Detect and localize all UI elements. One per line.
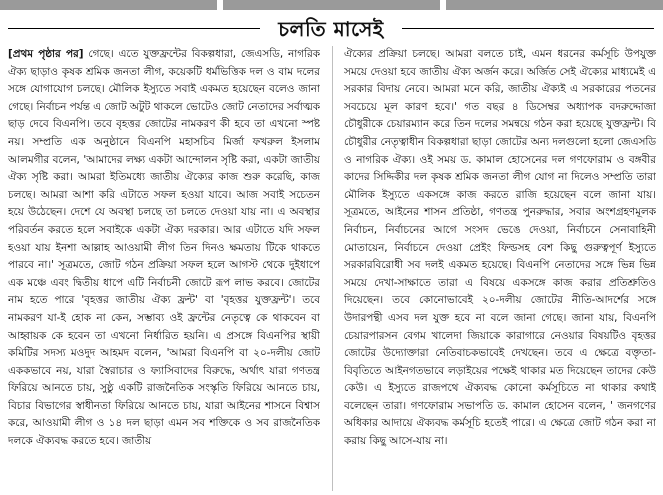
article-column-left — [8, 46, 320, 491]
left-column-text: গেছে। এতে যুক্তফ্রন্টের বিকল্পধারা, জেএসডি, নাগরিক ঐক্য ছাড়াও কৃষক শ্রমিক জনতা লীগ, কয়েকটি ধর্মভিত্তিক দল ও বাম দলের সঙ্গে যোগাযোগ চলছে। মৌলিক ইস্যুতে সবাই একমত হয়েছেন বলেও জানা গেছে। নির্বাচন পর্যন্ত এ জোট অটুট থাকলে ভোটেও জোট নেতাদের সর্বাত্মক ছাড় দেবে বিএনপি। তবে বৃহত্তর জোটের নামকরণ কী হবে তা এখনো স্পষ্ট নয়। সম্প্রতি এক অনুষ্ঠানে বিএনপি মহাসচিব মির্জা ফখরুল ইসলাম আলমগীর বলেন, 'আমাদের লক্ষ্য একটা আন্দোলন সৃষ্টি করা, একটা জাতীয় ঐক্য সৃষ্টি করা। আমরা ইতিমধ্যে জাতীয় ঐক্যের কাজ শুরু করেছি, কাজ চলছে। আমরা আশা করি এটাতে সফল হওয়া যাবে। আজ সবাই সচেতন হয়ে উঠেছেন। দেশে যে অবস্থা চলছে তা চলতে দেওয়া যায় না। এ অবস্থার পরিবর্তন করতে হলে সবাইকে একটা ঐক্য দরকার। আর এটাতে যদি সফল হওয়া যায় ইনশা আল্লাহ আওয়ামী লীগ তিন দিনও ক্ষমতায় টিকে থাকতে পারবে না।' সূত্রমতে, জোট গঠন প্রক্রিয়া সফল হলে আগস্ট থেকে দুইধাপে এক মঞ্চে এবং দ্বিতীয় ধাপে এটি নির্বাচনী জোটে রূপ লাভ করবে। জোটের নাম হতে পারে 'বৃহত্তর জাতীয় ঐক্য ফ্রন্ট' বা 'বৃহত্তর যুক্তফ্রন্ট'। তবে নামকরণ যা-ই হোক না কেন, সম্ভাব্য ওই ফ্রন্টের নেতৃত্বে কে থাকবেন বা আহ্বায়ক কে হবেন তা এখনো নির্ধারিত হয়নি। এ প্রসঙ্গে বিএনপির স্থায়ী কমিটির সদস্য মওদুদ আহমদ বলেন, 'আমরা বিএনপি বা ২০-দলীয় জোট এককভাবে নয়, যারা স্বৈরাচার ও ফ্যাসিবাদের বিরুদ্ধে, অর্থাৎ যারা গণতন্ত্র ফিরিয়ে আনতে চায়, সুষ্ঠু একটি রাজনৈতিক সংস্কৃতি ফিরিয়ে আনতে চায়, বিচার বিভাগের স্বাধীনতা ফিরিয়ে আনতে চায়, যারা আইনের শাসনে বিশ্বাস করে, আওয়ামী লীগ ও ১৪ দল ছাড়া এমন সব শক্তিকে ও সব রাজনৈতিক দলকে ঐক্যবদ্ধ করতে হবে। জাতীয় — [8, 48, 320, 448]
header-rule-left — [8, 28, 260, 29]
header-rule-right — [402, 28, 654, 29]
article-paragraph-left — [8, 46, 320, 451]
continuation-reference: [প্রথম পৃষ্ঠার পর] — [8, 48, 84, 60]
top-rule-segment — [223, 0, 440, 10]
top-rule-segment — [0, 0, 217, 10]
article-body — [8, 46, 656, 491]
headline: চলতি মাসেই — [278, 17, 384, 41]
article-paragraph-right: ঐক্যের প্রক্রিয়া চলছে। আমরা বলতে চাই, এমন ধরনের কর্মসূচি উপযুক্ত সময়ে দেওয়া হবে জাতীয় ঐক্য অর্জন করে। অর্জিত সেই ঐক্যের মাধ্যমেই এ সরকার বিদায় নেবে। আমরা মনে করি, জাতীয় ঐক্যই এ সরকারের পতনের সবচেয়ে মূল কারণ হবে।' গত বছর ৪ ডিসেম্বর অধ্যাপক বদরুদ্দোজা চৌধুরীকে চেয়ারম্যান করে তিন দলের সমন্বয়ে গঠন করা হয়েছে যুক্তফ্রন্ট। বি চৌধুরীর নেতৃত্বাধীন বিকল্পধারা ছাড়া জোটের অন্য দলগুলো হলো জেএসডি ও নাগরিক ঐক্য। ওই সময় ড. কামাল হোসেনের দল গণফোরাম ও বঙ্গবীর কাদের সিদ্দিকীর দল কৃষক শ্রমিক জনতা লীগ যোগ না দিলেও সম্প্রতি তারা মৌলিক ইস্যুতে একসঙ্গে কাজ করতে রাজি হয়েছেন বলে জানা যায়। সূত্রমতে, আইনের শাসন প্রতিষ্ঠা, গণতন্ত্র পুনরুদ্ধার, সবার অংশগ্রহণমূলক নির্বাচন, নির্বাচনের আগে সংসদ ভেঙে দেওয়া, নির্বাচনে সেনাবাহিনী মোতায়েন, নির্বাচনে দেওয়া প্রেইং ফিল্ডসহ বেশ কিছু গুরুত্বপূর্ণ ইস্যুতে সরকারবিরোধী সব দলই একমত হয়েছে। বিএনপি নেতাদের সঙ্গে ভিন্ন ভিন্ন সময়ে দেখা-সাক্ষাতে তারা এ বিষয়ে একসঙ্গে কাজ করার প্রতিশ্রুতিও দিয়েছেন। তবে কোনোভাবেই ২০-দলীয় জোটের নীতি-আদর্শের সঙ্গে উদারপন্থী এসব দল যুক্ত হবে না বলে জানা গেছে। জানা যায়, বিএনপি চেয়ারপারসন বেগম খালেদা জিয়াকে কারাগারে নেওয়ার বিষয়টিও বৃহত্তর জোটের উদ্যোক্তারা নেতিবাচকভাবেই দেখছেন। তবে এ ক্ষেত্রে বক্তৃতা-বিবৃতিতে আইনগতভাবে লড়াইয়ের পক্ষেই থাকার মত দিয়েছেন তাদের কেউ কেউ। এ ইস্যুতে রাজপথে ঐক্যবদ্ধ কোনো কর্মসূচিতে না থাকার কথাই বলেছেন তারা। গণফোরাম সভাপতি ড. কামাল হোসেন বলেন, ' জনগণের অধিকার আদায়ে ঐক্যবদ্ধ কর্মসূচি হতেই পারে। এ ক্ষেত্রে জোট গঠন করা না করায় কিছু আসে-যায় না। — [344, 48, 656, 448]
column-divider — [332, 46, 333, 491]
top-rule-segment — [446, 0, 663, 10]
top-decorative-rule — [0, 0, 663, 10]
section-header — [0, 16, 663, 42]
article-column-right — [344, 46, 656, 491]
